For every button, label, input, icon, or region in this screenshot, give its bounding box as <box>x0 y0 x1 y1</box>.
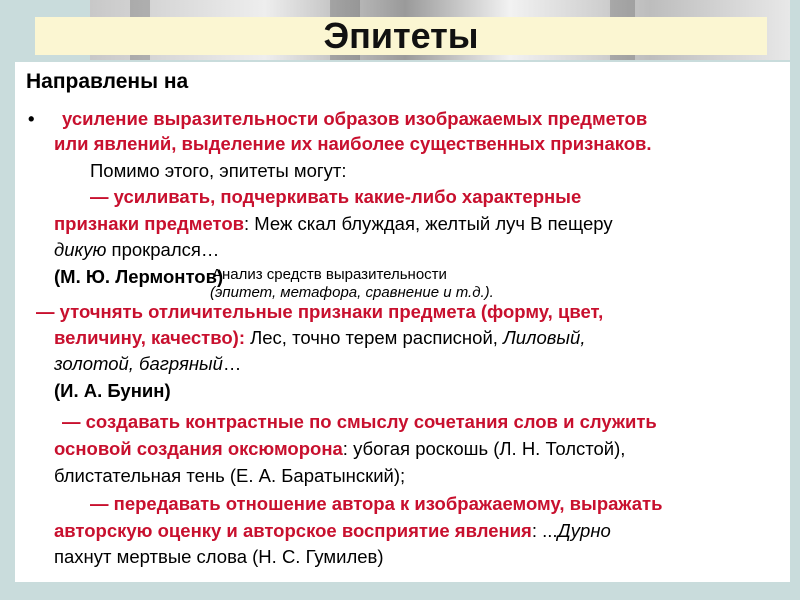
line-9-italic: Лиловый, <box>503 327 586 348</box>
line-10-rest: … <box>222 353 242 374</box>
line-12: — создавать контрастные по смыслу сочетания слов и служить <box>62 411 657 432</box>
line-14: блистательная тень (Е. А. Баратынский); <box>54 465 406 486</box>
slide-title: Эпитеты <box>323 15 479 56</box>
overlay-line-2: (эпитет, метафора, сравнение и т.д.). <box>210 284 494 301</box>
line-10-italic: золотой, багряный <box>54 353 223 374</box>
line-9-rest: Лес, точно терем расписной, <box>244 327 504 348</box>
line-11: (И. А. Бунин) <box>54 380 171 401</box>
line-6-rest: прокрался… <box>106 239 220 260</box>
bullet-icon: • <box>28 108 35 129</box>
line-13-rest: : убогая роскошь (Л. Н. Толстой), <box>342 438 626 459</box>
line-1: усиление выразительности образов изображаемых предметов <box>62 108 648 129</box>
line-16-red: авторскую оценку и авторское восприятие явления <box>54 520 532 541</box>
overlay-line-1: Анализ средств выразительности <box>212 266 447 283</box>
line-3: Помимо этого, эпитеты могут: <box>90 160 347 181</box>
line-17: пахнут мертвые слова (Н. С. Гумилев) <box>54 546 384 567</box>
line-4: — усиливать, подчеркивать какие-либо характерные <box>90 186 582 207</box>
line-16 <box>54 517 611 544</box>
line-15: — передавать отношение автора к изображаемому, выражать <box>90 493 663 514</box>
heading: Направлены на <box>26 70 189 93</box>
line-5-rest: : Меж скал блуждая, желтый луч В пещеру <box>244 213 613 234</box>
line-13-red: основой создания оксюморона <box>54 438 343 459</box>
line-13 <box>54 435 625 462</box>
line-7: (М. Ю. Лермонтов) <box>54 266 224 287</box>
line-9-red: величину, качество): <box>54 327 245 348</box>
line-5 <box>54 210 613 237</box>
line-9 <box>54 324 585 351</box>
line-10 <box>54 350 241 377</box>
line-6-italic: дикую <box>54 239 107 260</box>
line-6 <box>54 236 219 263</box>
line-16-italic: Дурно <box>557 520 611 541</box>
line-2: или явлений, выделение их наиболее существенных признаков. <box>54 133 652 154</box>
line-8: — уточнять отличительные признаки предмета (форму, цвет, <box>36 301 604 322</box>
line-5-red: признаки предметов <box>54 213 245 234</box>
line-16-rest: : ... <box>531 520 558 541</box>
